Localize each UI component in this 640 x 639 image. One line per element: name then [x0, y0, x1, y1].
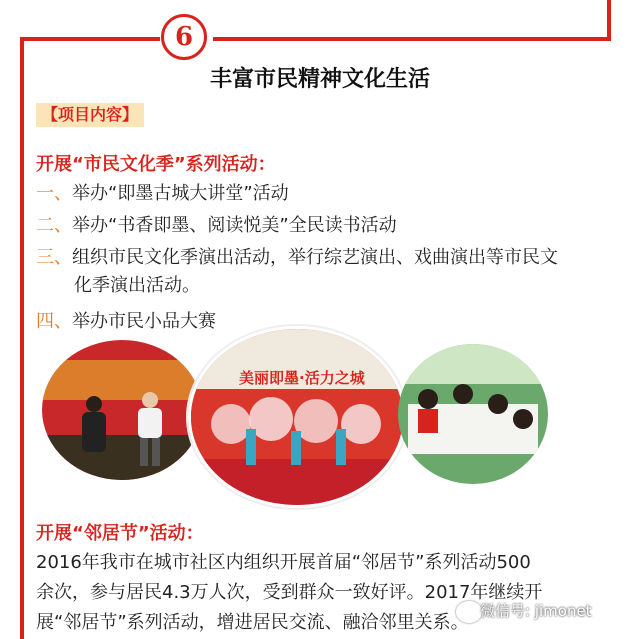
neighbor-festival-paragraph	[36, 548, 626, 638]
item-text: 举办“即墨古城大讲堂”活动	[72, 183, 289, 204]
section-number-badge: 6	[161, 14, 207, 60]
reading-activity-photo	[398, 344, 548, 484]
frame-right-edge	[607, 0, 611, 41]
list-item	[36, 244, 616, 300]
page-title: 丰富市民精神文化生活	[209, 67, 430, 92]
culture-season-heading: 开展“市民文化季”系列活动：	[36, 154, 276, 175]
frame-left-edge	[20, 37, 24, 639]
project-content-label: 【项目内容】	[36, 103, 144, 127]
item-text-continued: 化季演出活动。	[74, 275, 200, 296]
item-text: 举办“书香即墨、阅读悦美”全民读书活动	[72, 215, 397, 236]
item-text: 举办市民小品大赛	[72, 311, 216, 332]
list-item	[36, 180, 616, 208]
wechat-icon	[456, 601, 482, 623]
photo-banner-text: 美丽即墨·活力之城	[239, 369, 365, 387]
item-number: 四、	[36, 311, 72, 332]
item-number: 二、	[36, 215, 72, 236]
paragraph-line: 余次，参与居民4.3万人次，受到群众一致好评。2017年继续开	[36, 582, 543, 603]
culture-performance-photo	[188, 326, 406, 508]
frame-top-right	[213, 37, 611, 41]
item-number: 一、	[36, 183, 72, 204]
wechat-watermark: 微信号: jimonet	[480, 602, 592, 620]
paragraph-line: 展“邻居节”系列活动，增进居民交流、融洽邻里关系。	[36, 612, 469, 633]
paragraph-line: 2016年我市在城市社区内组织开展首届“邻居节”系列活动500	[36, 552, 531, 573]
neighbor-festival-heading: 开展“邻居节”活动：	[36, 523, 204, 544]
list-item	[36, 212, 616, 240]
skit-performance-photo	[42, 340, 202, 480]
item-text: 组织市民文化季演出活动，举行综艺演出、戏曲演出等市民文	[72, 247, 558, 268]
frame-top-left	[20, 37, 160, 41]
item-number: 三、	[36, 247, 72, 268]
